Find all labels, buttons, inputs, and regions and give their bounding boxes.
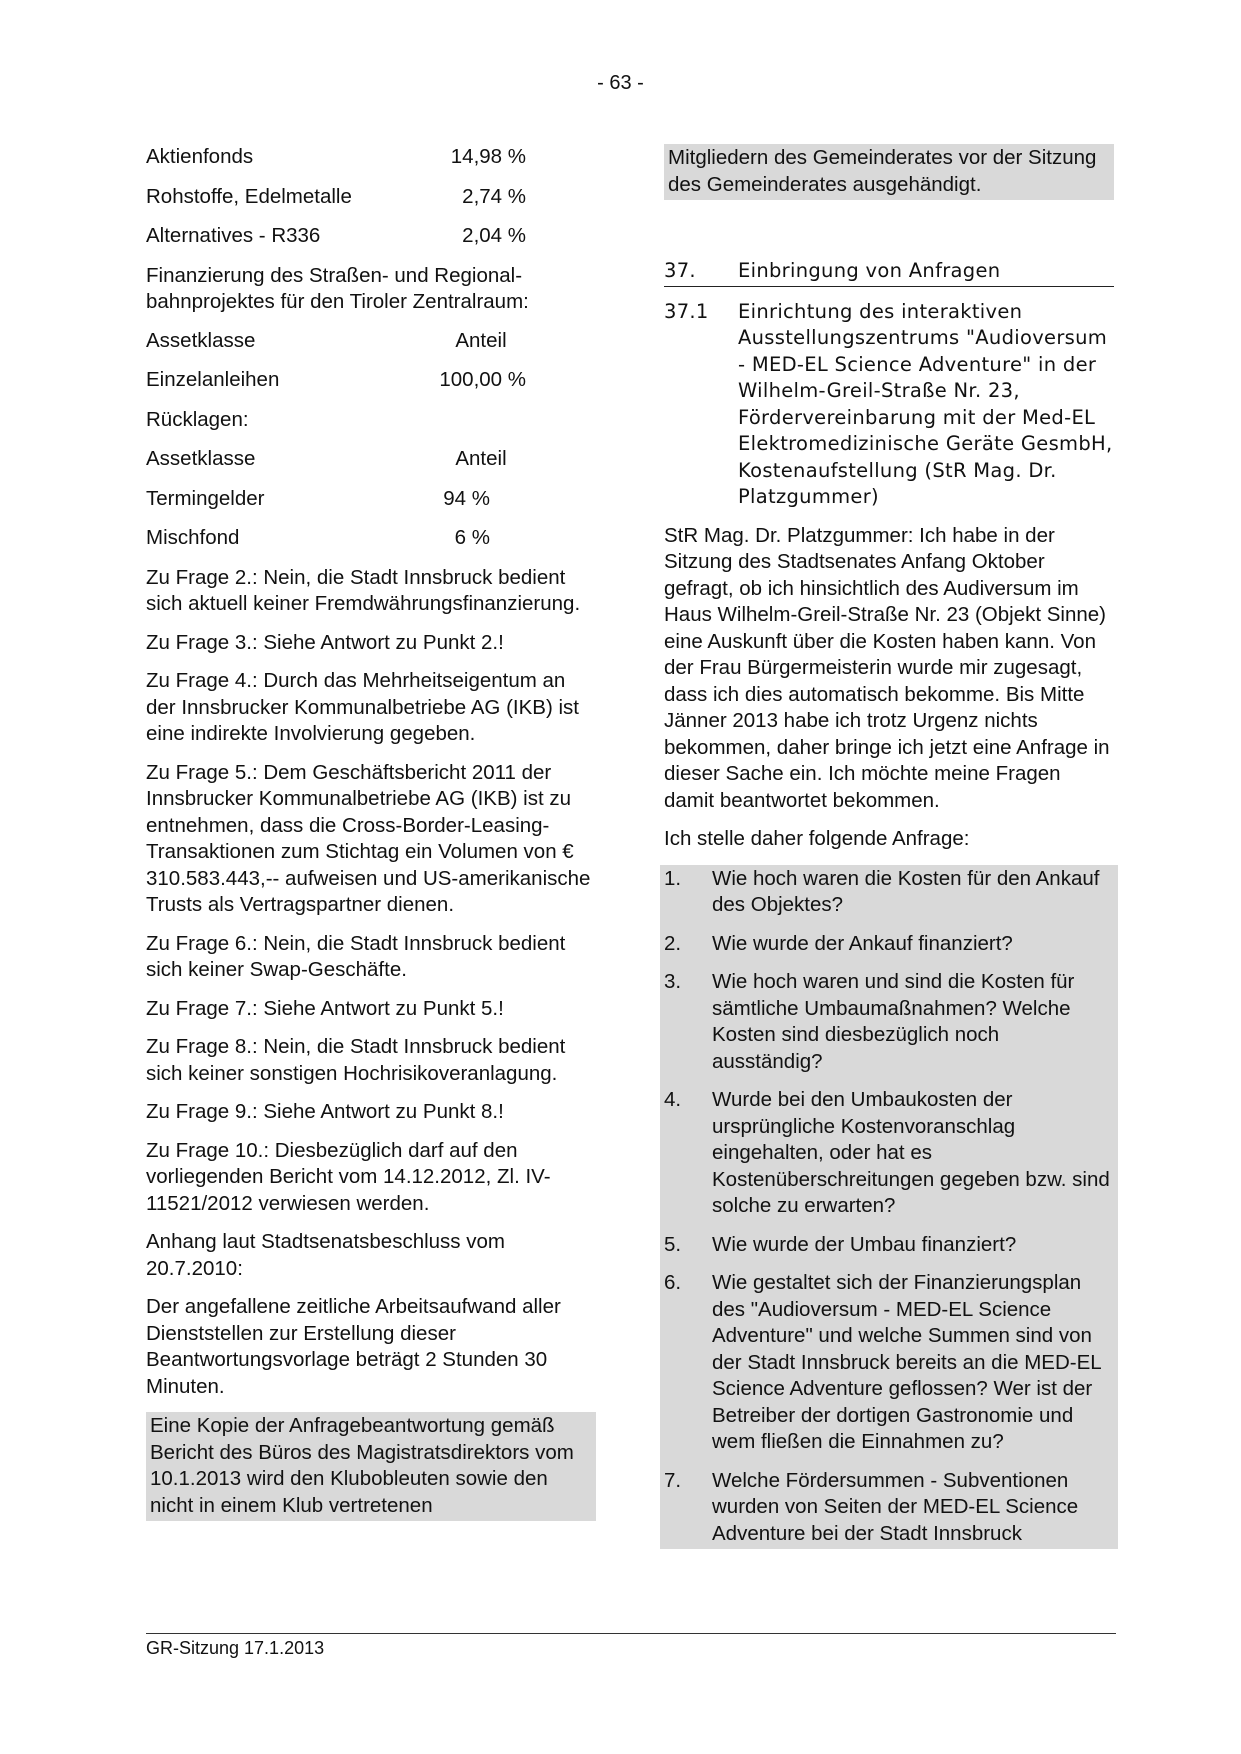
question-item: [664, 931, 1114, 958]
speech-paragraph: StR Mag. Dr. Platzgummer: Ich habe in der Sitzung des Stadtsenates Anfang Oktober gefragt, ob ich hinsichtlich des Audiversum im Haus Wilhelm-Greil-Straße Nr. 23 (Objekt Sinne) eine Auskunft über die Kosten haben kann. Von der Frau Bürgermeisterin wurde mir zugesagt, dass ich dies automatisch bekomme. Bis Mitte Jänner 2013 habe ich trotz Urgenz nichts bekommen, daher bringe ich jetzt eine Anfrage in dieser Sache ein. Ich möchte meine Fragen damit beantwortet bekommen.: [664, 523, 1110, 812]
financing-intro: [146, 263, 596, 316]
question-list: [660, 865, 1118, 1550]
inquiry-intro: Ich stelle daher folgende Anfrage:: [664, 827, 970, 850]
answer-paragraph: Zu Frage 9.: Siehe Antwort zu Punkt 8.!: [146, 1100, 504, 1123]
fund-label: Aktienfonds: [146, 145, 254, 168]
question-text: Wie wurde der Umbau finanziert?: [712, 1232, 1017, 1256]
page-number: - 63 -: [597, 72, 644, 94]
answer-paragraph: Zu Frage 10.: Diesbezüglich darf auf den vorliegenden Bericht vom 14.12.2012, Zl. IV-11521/2012 verwiesen werden.: [146, 1138, 551, 1215]
anteil-header: Anteil: [455, 447, 507, 470]
answer-paragraph: Zu Frage 5.: Dem Geschäftsbericht 2011 der Innsbrucker Kommunalbetriebe AG (IKB) ist zu entnehmen, dass die Cross-Border-Leasing-Transaktionen zum Stichtag ein Volumen von € 310.583.443,-- aufweisen und US-amerikanische Trusts als Vertragspartner dienen.: [146, 760, 591, 916]
question-number: 1.: [664, 866, 682, 890]
mischfond-label: Mischfond: [146, 526, 240, 549]
answer-paragraph: Zu Frage 4.: Durch das Mehrheitseigentum an der Innsbrucker Kommunalbetriebe AG (IKB) ist eine indirekte Involvierung gegeben.: [146, 669, 579, 745]
anteil-header: Anteil: [455, 328, 507, 352]
question-text: Wie hoch waren die Kosten für den Ankauf des Objektes?: [712, 866, 1100, 916]
fund-label: Alternatives - R336: [146, 224, 321, 247]
question-text: Wie wurde der Ankauf finanziert?: [712, 931, 1013, 955]
fund-label: Rohstoffe, Edelmetalle: [146, 184, 352, 208]
ruecklagen-row: [146, 407, 596, 434]
question-item: [664, 1087, 1114, 1220]
question-number: 7.: [664, 1468, 682, 1492]
question-text: Welche Fördersummen - Subventionen wurden von Seiten der MED-EL Science Adventure bei der Stadt Innsbruck: [712, 1468, 1079, 1545]
question-item: [664, 1232, 1114, 1259]
question-item: [664, 1468, 1114, 1550]
question-number: 3.: [664, 970, 682, 993]
footer-session-date: GR-Sitzung 17.1.2013: [146, 1638, 325, 1658]
termingelder-row: [146, 486, 596, 513]
question-item: [664, 1270, 1114, 1456]
footer-divider: [146, 1633, 1116, 1634]
annex-paragraph: Anhang laut Stadtsenatsbeschluss vom 20.7.2010:: [146, 1230, 505, 1280]
answer-paragraph: Zu Frage 7.: Siehe Antwort zu Punkt 5.!: [146, 996, 504, 1020]
section-title: Einbringung von Anfragen: [738, 259, 1001, 282]
question-number: 4.: [664, 1088, 682, 1111]
subsection-title: Einrichtung des interaktiven Ausstellungszentrums "Audioversum - MED-EL Science Adventure" in der Wilhelm-Greil-Straße Nr. 23, Fördervereinbarung mit der Med-EL Elektromedizinische Geräte GesmbH, Kostenaufstellung (StR Mag. Dr. Platzgummer): [738, 299, 1113, 508]
financing-intro-line-1: Finanzierung des Straßen- und Regional-: [146, 263, 523, 287]
assetklasse-header: Assetklasse: [146, 447, 256, 470]
answer-paragraph: Zu Frage 8.: Nein, die Stadt Innsbruck bedient sich keiner sonstigen Hochrisikoveranlagung.: [146, 1035, 566, 1085]
termingelder-value: 94 %: [443, 486, 490, 510]
mischfond-row: [146, 525, 596, 552]
termingelder-label: Termingelder: [146, 486, 265, 510]
question-item: [664, 866, 1114, 919]
question-number: 5.: [664, 1232, 682, 1256]
question-text: Wurde bei den Umbaukosten der ursprüngliche Kostenvoranschlag eingehalten, oder hat es Kostenüberschreitungen gegeben bzw. sind solche zu erwarten?: [712, 1088, 1110, 1217]
right-column: [664, 144, 1114, 1549]
answer-paragraph: Zu Frage 3.: Siehe Antwort zu Punkt 2.!: [146, 630, 504, 654]
mischfond-value: 6 %: [454, 526, 490, 549]
question-number: 2.: [664, 931, 682, 955]
fund-value: 2,04 %: [462, 224, 526, 247]
copy-note-shaded: Eine Kopie der Anfragebeantwortung gemäß Bericht des Büros des Magistratsdirektors vom 10.1.2013 wird den Klubobleuten sowie den nicht in einem Klub vertretenen: [146, 1412, 596, 1521]
copy-note-continued-shaded: Mitgliedern des Gemeinderates vor der Sitzung des Gemeinderates ausgehändigt.: [664, 144, 1114, 200]
question-number: 6.: [664, 1271, 682, 1294]
asset-header-row-2: [146, 446, 596, 473]
answer-paragraph: Zu Frage 6.: Nein, die Stadt Innsbruck bedient sich keiner Swap-Geschäfte.: [146, 931, 566, 981]
asset-header-row: [146, 328, 596, 355]
fund-row-alternatives: [146, 223, 596, 250]
question-text: Wie hoch waren und sind die Kosten für sämtliche Umbaumaßnahmen? Welche Kosten sind diesbezüglich noch ausständig?: [712, 970, 1075, 1073]
question-item: [664, 969, 1114, 1075]
section-heading: [664, 258, 1114, 287]
subsection-number: 37.1: [664, 299, 709, 323]
answer-paragraph: Zu Frage 2.: Nein, die Stadt Innsbruck bedient sich aktuell keiner Fremdwährungsfinanzierung.: [146, 565, 581, 615]
fund-value: 2,74 %: [462, 184, 526, 208]
subsection-heading: [664, 299, 1114, 511]
fund-row-rohstoffe: [146, 184, 596, 211]
fund-value: 14,98 %: [450, 145, 526, 168]
left-column: [146, 144, 596, 1533]
einzelanleihen-value: 100,00 %: [439, 368, 526, 391]
assetklasse-header: Assetklasse: [146, 328, 256, 352]
ruecklagen-label: Rücklagen:: [146, 407, 249, 431]
einzelanleihen-row: [146, 367, 596, 394]
financing-intro-line-2: bahnprojektes für den Tiroler Zentralraum:: [146, 290, 529, 313]
question-text: Wie gestaltet sich der Finanzierungsplan des "Audioversum - MED-EL Science Adventure" und welche Summen sind von der Stadt Innsbruck bereits an die MED-EL Science Adventure geflossen? Wer ist der Betreiber der dortigen Gastronomie und wem fließen die Einnahmen zu?: [712, 1271, 1101, 1453]
einzelanleihen-label: Einzelanleihen: [146, 368, 280, 391]
fund-row-aktienfonds: [146, 144, 596, 171]
effort-paragraph: Der angefallene zeitliche Arbeitsaufwand aller Dienststellen zur Erstellung dieser Beantwortungsvorlage beträgt 2 Stunden 30 Minuten.: [146, 1295, 561, 1398]
section-number: 37.: [664, 259, 696, 282]
